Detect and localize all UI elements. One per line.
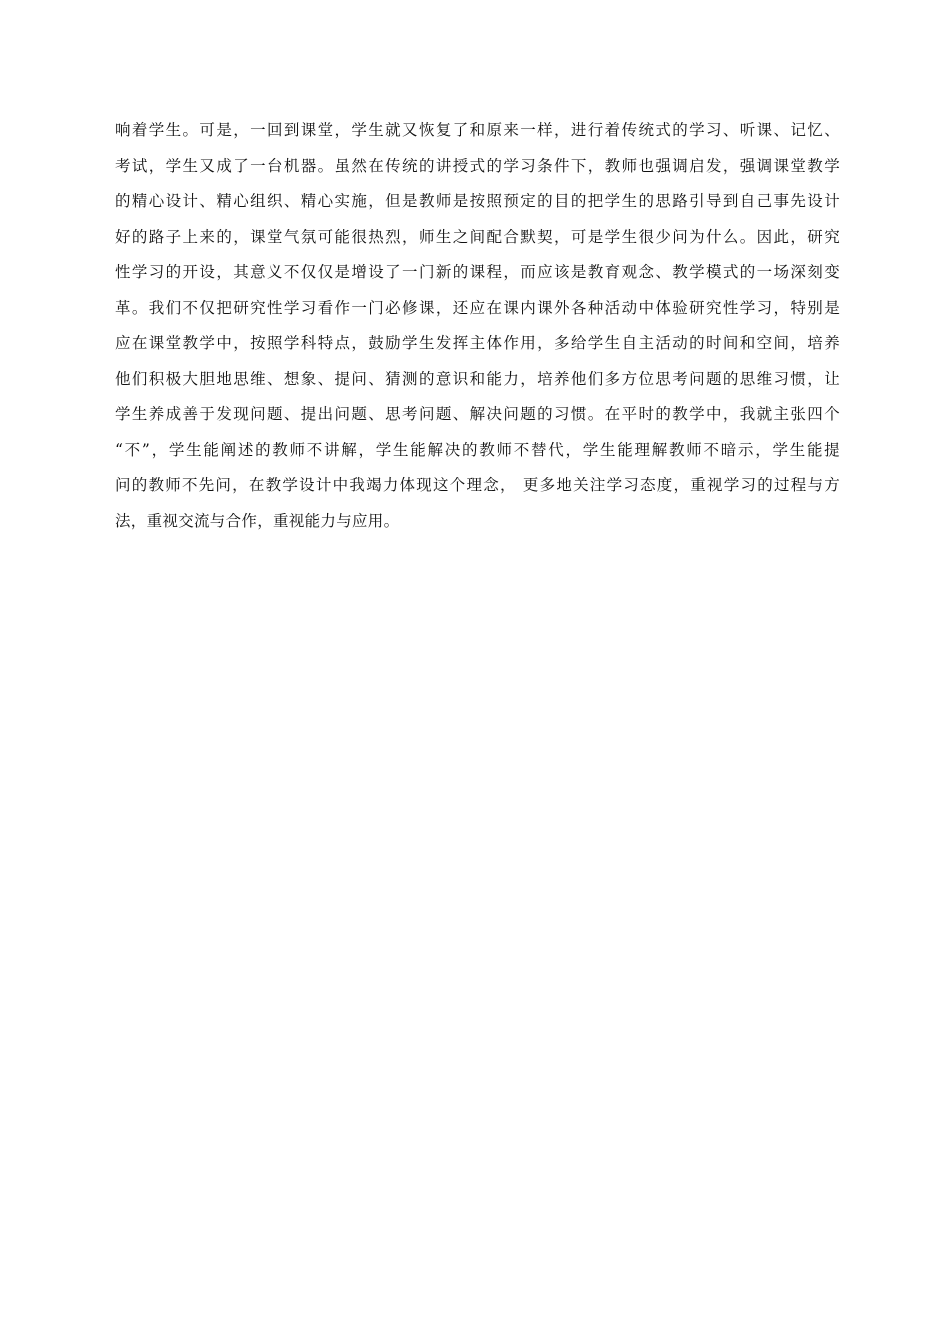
text-line: 性学习的开设，其意义不仅仅是增设了一门新的课程，而应该是教育观念、教学模式的一场深刻变 <box>115 263 840 281</box>
text-line: 考试，学生又成了一台机器。虽然在传统的讲授式的学习条件下，教师也强调启发，强调课堂教学 <box>115 156 840 175</box>
text-line: 响着学生。可是，一回到课堂，学生就又恢复了和原来一样，进行着传统式的学习、听课、记忆、 <box>115 121 840 139</box>
text-line: 好的路子上来的，课堂气氛可能很热烈，师生之间配合默契，可是学生很少问为什么。因此，研究 <box>115 227 840 246</box>
body-paragraph <box>115 113 840 539</box>
text-line: “不”，学生能阐述的教师不讲解，学生能解决的教师不替代，学生能理解教师不暗示，学生能提 <box>115 440 840 459</box>
text-line: 应在课堂教学中，按照学科特点，鼓励学生发挥主体作用，多给学生自主活动的时间和空间，培养 <box>115 334 840 352</box>
text-line: 革。我们不仅把研究性学习看作一门必修课，还应在课内课外各种活动中体验研究性学习，特别是 <box>115 298 840 317</box>
text-line: 他们积极大胆地思维、想象、提问、猜测的意识和能力，培养他们多方位思考问题的思维习惯，让 <box>115 369 840 388</box>
text-line: 法，重视交流与合作，重视能力与应用。 <box>115 511 400 530</box>
text-line: 的精心设计、精心组织、精心实施，但是教师是按照预定的目的把学生的思路引导到自己事先设计 <box>115 192 840 210</box>
text-line: 学生养成善于发现问题、提出问题、思考问题、解决问题的习惯。在平时的教学中，我就主张四个 <box>115 405 840 423</box>
text-line: 问的教师不先问，在教学设计中我竭力体现这个理念， 更多地关注学习态度，重视学习的过程与方 <box>115 476 840 494</box>
